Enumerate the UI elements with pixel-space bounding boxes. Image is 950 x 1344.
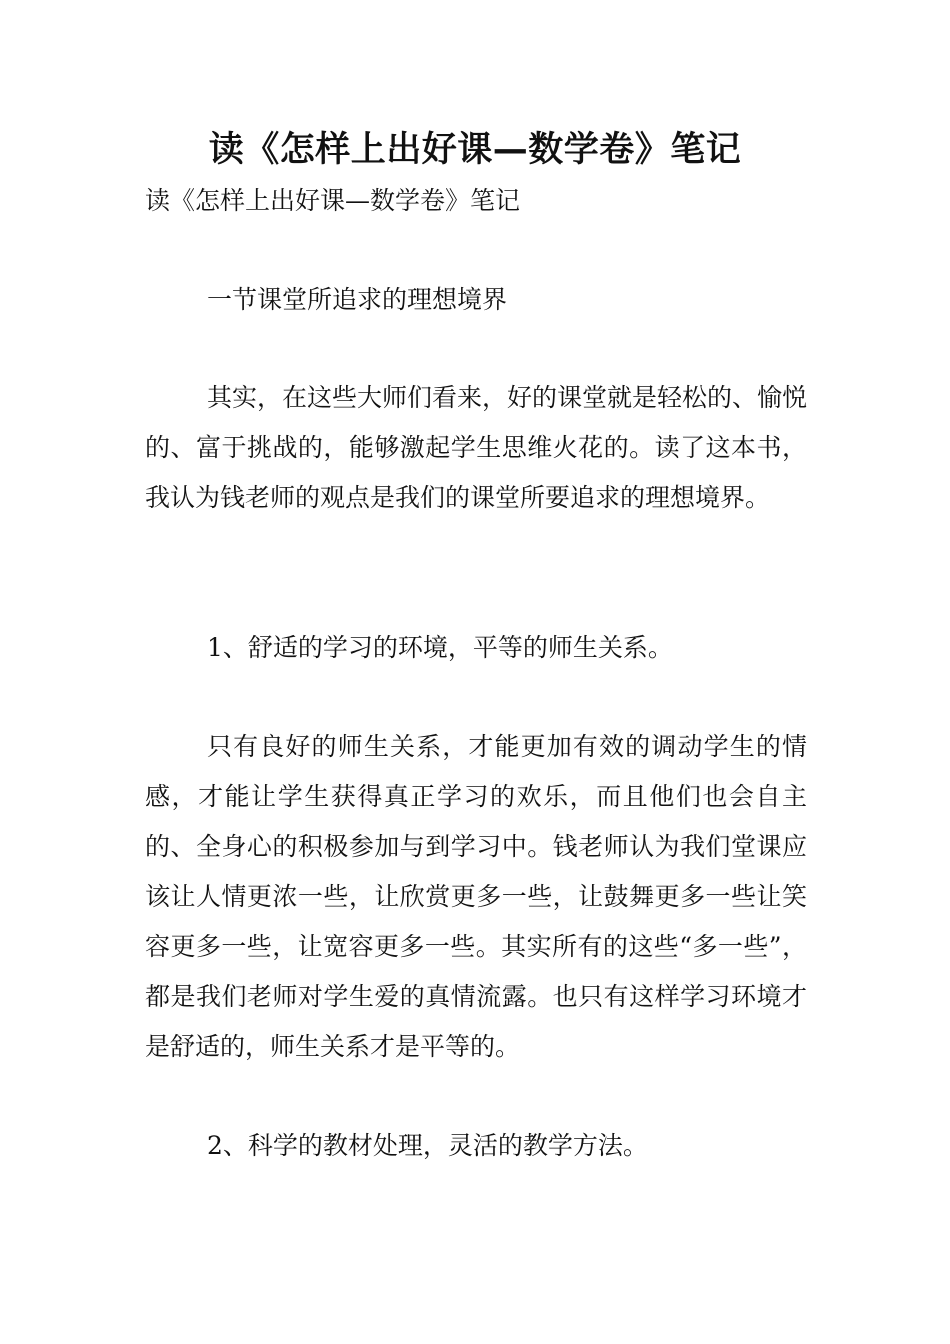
document-title: 读《怎样上出好课—数学卷》笔记 — [208, 130, 742, 170]
document-subtitle: 读《怎样上出好课—数学卷》笔记 — [145, 186, 521, 215]
paragraph-teacher-student-relationship: 只有良好的师生关系，才能更加有效的调动学生的情感，才能让学生获得真正学习的欢乐，而且他们也会自主的、全身心的积极参加与到学习中。钱老师认为我们堂课应该让人情更浓一些，让欣赏更多一些，让鼓舞更多一些让笑容更多一些，让宽容更多一些。其实所有的这些“多一些”，都是我们老师对学生爱的真情流露。也只有这样学习环境才是舒适的，师生关系才是平等的。 — [145, 732, 807, 1061]
point-2-heading: 2、科学的教材处理，灵活的教学方法。 — [207, 1131, 648, 1160]
point-1-heading: 1、舒适的学习的环境，平等的师生关系。 — [207, 633, 673, 662]
paragraph-ideal-classroom: 其实，在这些大师们看来，好的课堂就是轻松的、愉悦的、富于挑战的，能够激起学生思维火花的。读了这本书，我认为钱老师的观点是我们的课堂所要追求的理想境界。 — [145, 383, 808, 512]
section-heading: 一节课堂所追求的理想境界 — [207, 285, 508, 314]
